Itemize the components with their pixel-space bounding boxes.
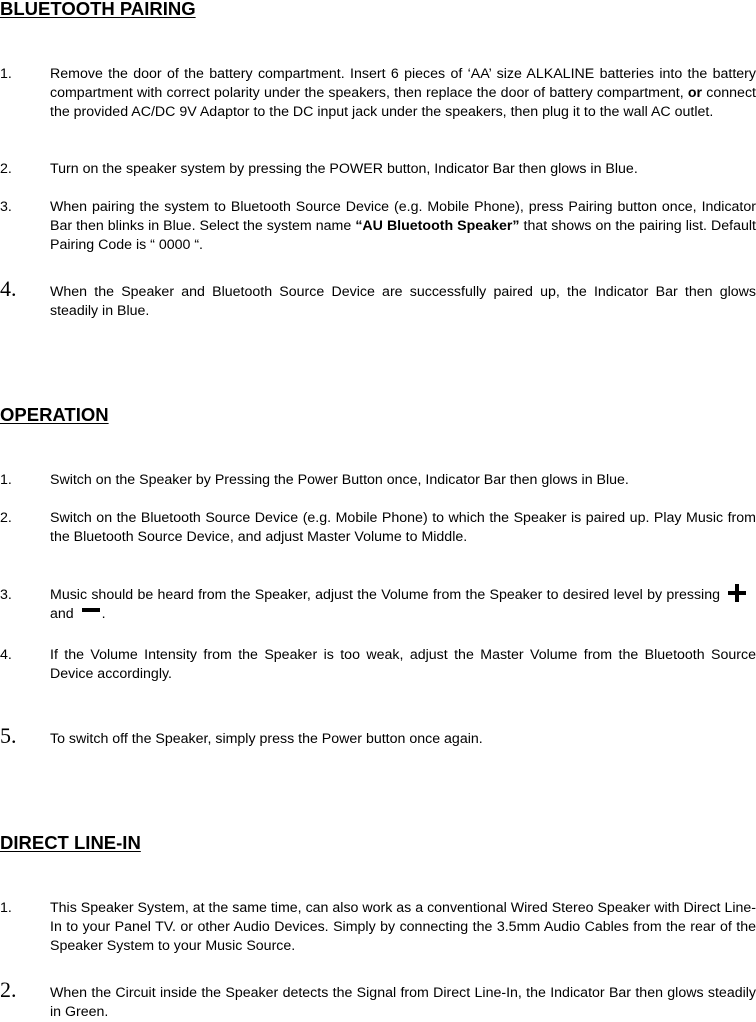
item-number: 4.: [0, 276, 17, 301]
item-number: 1.: [0, 472, 12, 488]
item-text: Remove the door of the battery compartment. Insert 6 pieces of ‘AA’ size ALKALINE batteries into the battery compartment with correct polarity under the speakers, then replace the door of battery compartment, or connect the provided AC/DC 9V Adaptor to the DC input jack under the speakers, then plug it to the wall AC outlet.: [50, 66, 756, 120]
item-text: If the Volume Intensity from the Speaker is too weak, adjust the Master Volume from the Bluetooth Source Device accordingly.: [50, 647, 756, 682]
item-text: When the Speaker and Bluetooth Source Device are successfully paired up, the Indicator Bar then glows steadily in Blue.: [50, 284, 756, 319]
item-number: 3.: [0, 587, 12, 603]
item-text: Music should be heard from the Speaker, adjust the Volume from the Speaker to desired level by pressingand .: [50, 586, 756, 624]
item-text: Turn on the speaker system by pressing the POWER button, Indicator Bar then glows in Blue.: [50, 161, 638, 177]
item-text: To switch off the Speaker, simply press the Power button once again.: [50, 731, 483, 747]
item-text: Switch on the Speaker by Pressing the Power Button once, Indicator Bar then glows in Blue.: [50, 472, 629, 488]
item-text: This Speaker System, at the same time, can also work as a conventional Wired Stereo Speaker with Direct Line-In to your Panel TV. or other Audio Devices. Simply by connecting the 3.5mm Audio Cables from the rear of the Speaker System to your Music Source.: [50, 900, 756, 954]
section-heading-operation: OPERATION: [0, 404, 109, 425]
section-heading-bluetooth-pairing: BLUETOOTH PAIRING: [0, 0, 196, 19]
item-number: 1.: [0, 66, 12, 82]
item-number: 3.: [0, 199, 12, 215]
item-number: 2.: [0, 510, 12, 526]
item-number: 4.: [0, 647, 12, 663]
bold-or: or: [687, 85, 703, 101]
item-number: 1.: [0, 900, 12, 916]
item-text: Switch on the Bluetooth Source Device (e.g. Mobile Phone) to which the Speaker is paired up. Play Music from the Bluetooth Source Device, and adjust Master Volume to Middle.: [50, 510, 756, 545]
item-number: 2.: [0, 977, 17, 1002]
system-name: “AU Bluetooth Speaker”: [355, 218, 520, 234]
section-heading-direct-line-in: DIRECT LINE-IN: [0, 832, 141, 853]
item-text: When the Circuit inside the Speaker detects the Signal from Direct Line-In, the Indicator Bar then glows steadily in Green.: [50, 985, 756, 1020]
item-number: 2.: [0, 161, 12, 177]
item-text: When pairing the system to Bluetooth Source Device (e.g. Mobile Phone), press Pairing button once, Indicator Bar then blinks in Blue. Select the system name “AU Bluetooth Speaker” that shows on the pairing list. Default Pairing Code is “ 0000 “.: [50, 199, 756, 253]
plus-icon: [728, 584, 746, 602]
item-number: 5.: [0, 723, 17, 748]
minus-icon: [82, 601, 100, 619]
